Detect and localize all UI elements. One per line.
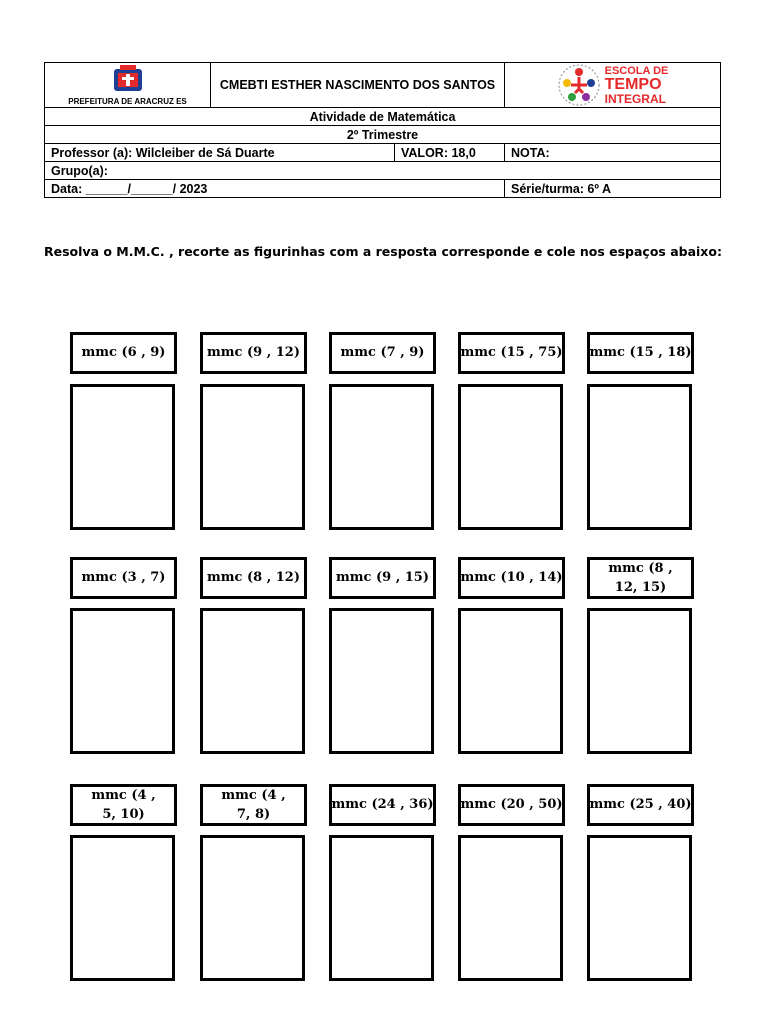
header-table	[44, 62, 721, 198]
answer-box	[458, 835, 563, 981]
answer-box	[70, 384, 175, 530]
answer-box	[329, 608, 434, 754]
escola-tempo-integral-logo	[505, 63, 721, 108]
exercise-label: mmc (10 , 14)	[458, 557, 565, 599]
group-label: Grupo(a):	[45, 162, 721, 180]
date-label: Data: ______/______/ 2023	[45, 180, 505, 198]
exercise-label: mmc (25 , 40)	[587, 784, 694, 826]
exercise-label: mmc (4 , 7, 8)	[200, 784, 307, 826]
escola-logo-text: ESCOLA DE TEMPO INTEGRAL	[604, 65, 669, 106]
answer-box	[200, 384, 305, 530]
answer-box	[329, 835, 434, 981]
answer-box	[200, 835, 305, 981]
value-label: VALOR: 18,0	[395, 144, 505, 162]
exercise-label: mmc (4 , 5, 10)	[70, 784, 177, 826]
exercise-label: mmc (9 , 15)	[329, 557, 436, 599]
answer-box	[587, 835, 692, 981]
answer-box	[200, 608, 305, 754]
term-label: 2º Trimestre	[45, 126, 721, 144]
exercise-label: mmc (9 , 12)	[200, 332, 307, 374]
exercise-label: mmc (24 , 36)	[329, 784, 436, 826]
instructions: Resolva o M.M.C. , recorte as figurinhas com a resposta corresponde e cole nos espaços abaixo:	[44, 244, 722, 259]
exercise-label: mmc (15 , 18)	[587, 332, 694, 374]
colorful-people-icon	[557, 63, 601, 107]
answer-box	[458, 608, 563, 754]
answer-box	[70, 835, 175, 981]
exercise-label: mmc (20 , 50)	[458, 784, 565, 826]
header-sheet	[44, 62, 720, 198]
exercise-label: mmc (8 , 12, 15)	[587, 557, 694, 599]
teacher-label: Professor (a): Wilcleiber de Sá Duarte	[45, 144, 395, 162]
answer-box	[587, 608, 692, 754]
prefeitura-logo-text: PREFEITURA DE ARACRUZ ES	[68, 96, 187, 106]
answer-box	[70, 608, 175, 754]
exercise-label: mmc (8 , 12)	[200, 557, 307, 599]
exercise-label: mmc (3 , 7)	[70, 557, 177, 599]
class-label: Série/turma: 6º A	[505, 180, 721, 198]
answer-box	[329, 384, 434, 530]
exercise-label: mmc (7 , 9)	[329, 332, 436, 374]
answer-box	[587, 384, 692, 530]
prefeitura-emblem-icon	[110, 65, 146, 95]
exercise-label: mmc (15 , 75)	[458, 332, 565, 374]
prefeitura-logo	[45, 63, 211, 108]
school-name: CMEBTI ESTHER NASCIMENTO DOS SANTOS	[211, 63, 505, 108]
exercise-label: mmc (6 , 9)	[70, 332, 177, 374]
grade-label: NOTA:	[505, 144, 721, 162]
answer-box	[458, 384, 563, 530]
activity-title: Atividade de Matemática	[45, 108, 721, 126]
